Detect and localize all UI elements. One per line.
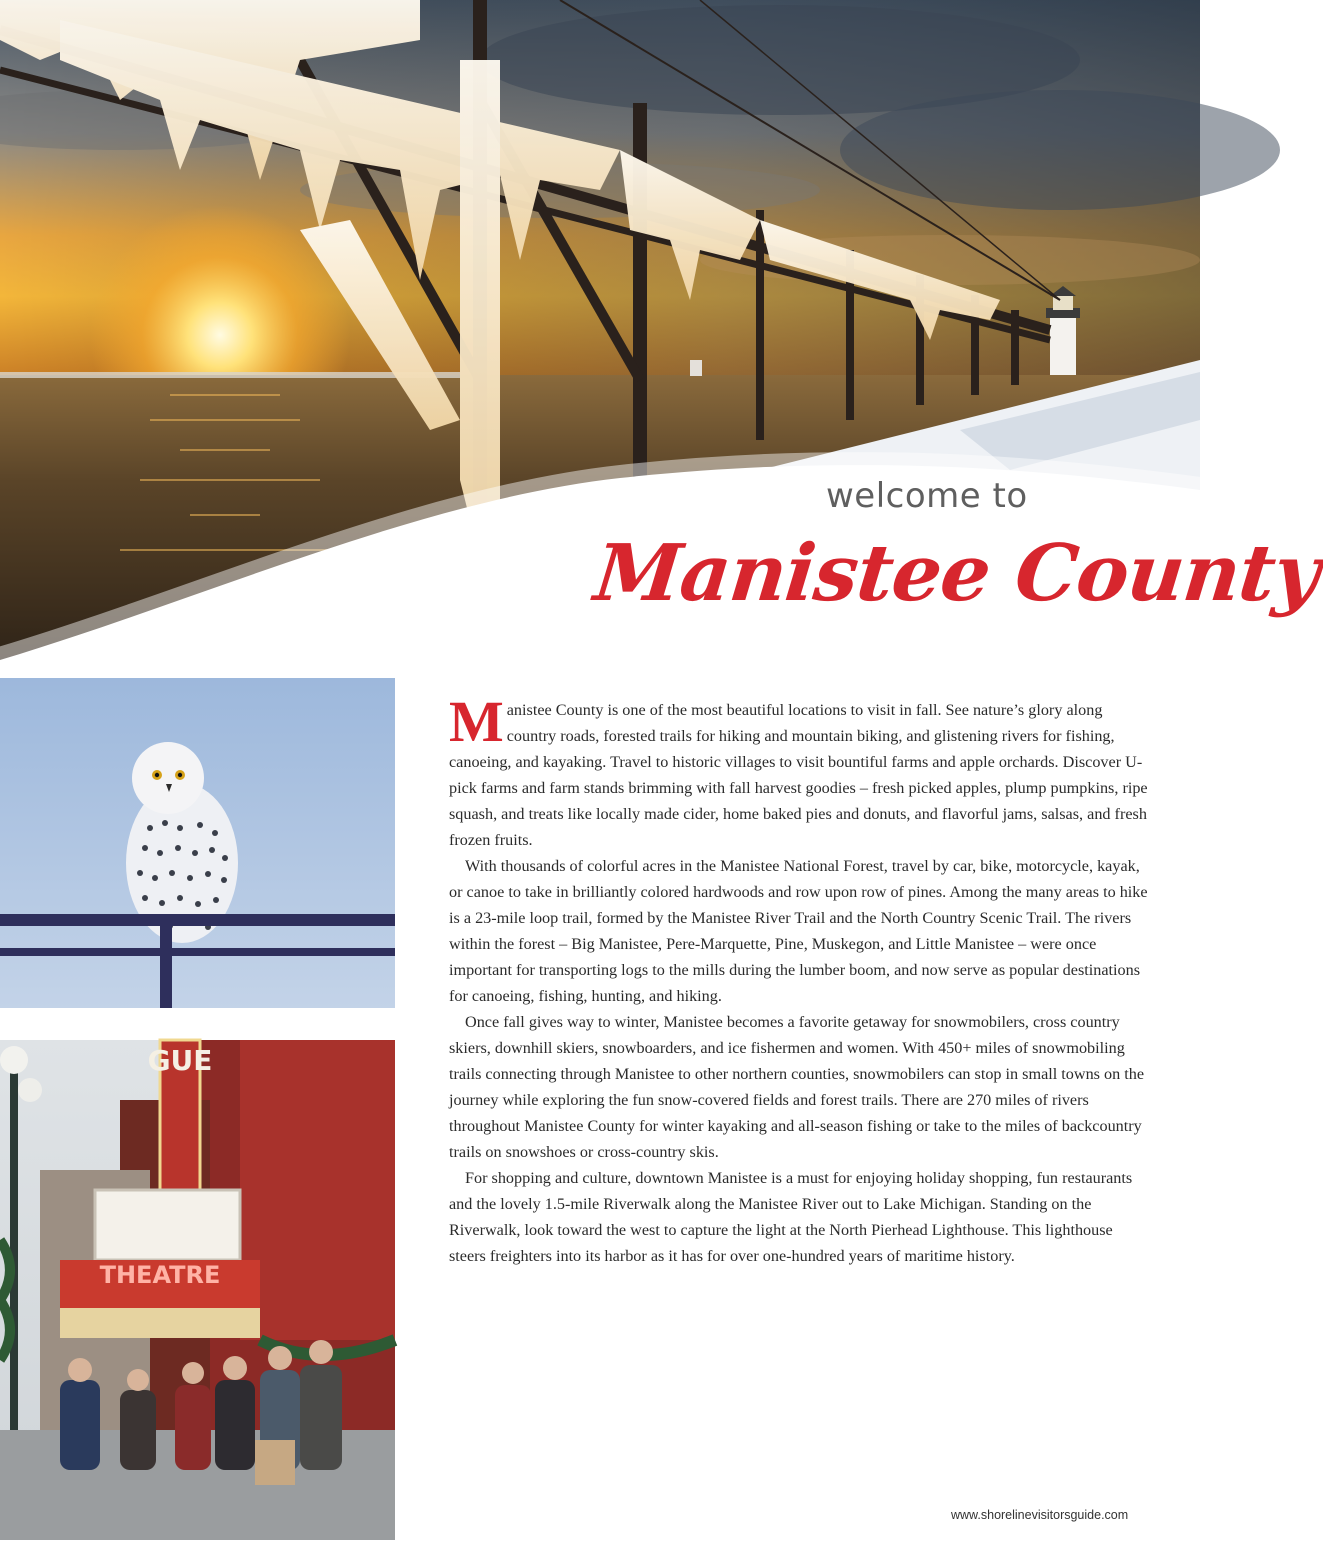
page-title: Manistee County (590, 528, 1323, 619)
vertical-sign-text: GUE (147, 1044, 213, 1077)
marquee-text: THEATRE (99, 1261, 221, 1289)
welcome-heading: welcome to (826, 476, 1028, 516)
article-paragraph-3: Once fall gives way to winter, Manistee becomes a favorite getaway for snowmobilers, cross country skiers, downhill skiers, snowboarders, and ice fishermen and women. With 450+ miles of snowmobiling trails connecting through Manistee to other northern counties, snowmobilers can stop in small towns on the journey while exploring the fun snow-covered fields and forest trails. There are 270 miles of rivers throughout Manistee County for winter kayaking and all-season fishing or take to the miles of backcountry trails on snowshoes or cross-country skis. (449, 1013, 1145, 1161)
snowy-owl-illustration (0, 678, 395, 1008)
downtown-street-illustration (0, 1040, 395, 1540)
article-paragraph-4: For shopping and culture, downtown Manistee is a must for enjoying holiday shopping, fun restaurants and the lovely 1.5-mile Riverwalk along the Manistee River out to Lake Michigan. Standing on the Riverwalk, look toward the west to capture the light at the North Pierhead Lighthouse. This lighthouse steers freighters into its harbor as it has for over one-hundred years of maritime history. (449, 1169, 1133, 1265)
article-paragraph-1 (449, 689, 1152, 853)
drop-cap: M (449, 689, 504, 754)
paragraph-1-text: anistee County is one of the most beautiful locations to visit in fall. See nature’s glory along country roads, forested trails for hiking and mountain biking, and glistening rivers for fishing, canoeing, and kayaking. Travel to historic villages to visit bountiful farms and apple orchards. Discover U-pick farms and farm stands brimming with fall harvest goodies – fresh picked apples, plump pumpkins, ripe squash, and treats like locally made cider, home baked pies and donuts, and flavorful jams, salsas, and fresh frozen fruits. (449, 701, 1148, 849)
footer-website-url: www.shorelinevisitorsguide.com (951, 1508, 1129, 1522)
downtown-theatre-photo (0, 1040, 395, 1540)
owl-photo (0, 678, 395, 1008)
article-body (449, 689, 1152, 1269)
article-paragraph-2: With thousands of colorful acres in the Manistee National Forest, travel by car, bike, motorcycle, kayak, or canoe to take in brilliantly colored hardwoods and row upon row of pines. Among the many areas to hike is a 23-mile loop trail, formed by the Manistee River Trail and the North Country Scenic Trail. The rivers within the forest – Big Manistee, Pere-Marquette, Pine, Muskegon, and Little Manistee – were once important for transporting logs to the mills during the lumber boom, and now serve as popular destinations for canoeing, fishing, hunting, and hiking. (449, 857, 1148, 1005)
